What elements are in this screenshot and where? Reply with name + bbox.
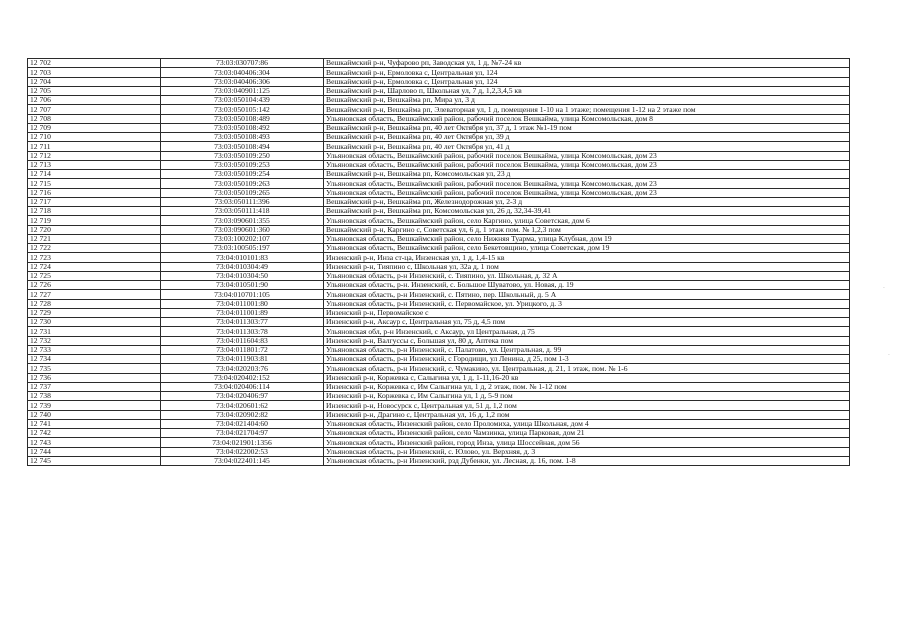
cadastral-number-cell: 73:04:020902:82 bbox=[161, 410, 324, 419]
address-cell: Инзенский р-н, Коржевка с, Салыгина ул, 1 д, 1-11,16-20 кв bbox=[324, 373, 850, 382]
table-row bbox=[28, 197, 850, 206]
row-number-cell: 12 721 bbox=[28, 234, 161, 243]
table-row bbox=[28, 355, 850, 364]
table-row bbox=[28, 456, 850, 465]
address-cell: Вешкаймский р-н, Ермоловка с, Центральная ул, 124 bbox=[324, 77, 850, 86]
address-cell: Вешкаймский р-н, Чуфарово рп, Заводская ул, 1 д, №7-24 кв bbox=[324, 59, 850, 68]
row-number-cell: 12 702 bbox=[28, 59, 161, 68]
cadastral-number-cell: 73:03:050109:263 bbox=[161, 179, 324, 188]
address-cell: Ульяновская область, Вешкаймский район, рабочий поселок Вешкайма, улица Комсомольская, дом 23 bbox=[324, 160, 850, 169]
row-number-cell: 12 737 bbox=[28, 382, 161, 391]
cadastral-number-cell: 73:04:021404:60 bbox=[161, 419, 324, 428]
table-row bbox=[28, 336, 850, 345]
address-cell: Ульяновская область, Инзенский район, город Инза, улица Шоссейная, дом 56 bbox=[324, 438, 850, 447]
table-row bbox=[28, 253, 850, 262]
scan-mark: · bbox=[883, 285, 885, 292]
address-cell: Ульяновская область, Вешкаймский район, рабочий поселок Вешкайма, улица Комсомольская, дом 23 bbox=[324, 179, 850, 188]
address-cell: Ульяновская область, Инзенский район, село Проломиха, улица Школьная, дом 4 bbox=[324, 419, 850, 428]
address-cell: Ульяновская область, р-н Инзенский, с. Чумакино, ул. Центральная, д. 21, 1 этаж, пом. № 1-6 bbox=[324, 364, 850, 373]
table-row bbox=[28, 96, 850, 105]
row-number-cell: 12 717 bbox=[28, 197, 161, 206]
row-number-cell: 12 704 bbox=[28, 77, 161, 86]
table-row bbox=[28, 244, 850, 253]
address-cell: Вешкаймский р-н, Вешкайма рп, Мира ул, 3 д bbox=[324, 96, 850, 105]
table-row bbox=[28, 225, 850, 234]
cadastral-number-cell: 73:03:050105:142 bbox=[161, 105, 324, 114]
row-number-cell: 12 710 bbox=[28, 133, 161, 142]
table-row bbox=[28, 327, 850, 336]
cadastral-number-cell: 73:03:100202:107 bbox=[161, 234, 324, 243]
row-number-cell: 12 727 bbox=[28, 290, 161, 299]
cadastral-number-cell: 73:04:021704:97 bbox=[161, 429, 324, 438]
address-cell: Ульяновская область, Вешкаймский район, село Нижняя Туарма, улица Клубная, дом 19 bbox=[324, 234, 850, 243]
table-row bbox=[28, 438, 850, 447]
table-row bbox=[28, 308, 850, 317]
row-number-cell: 12 739 bbox=[28, 401, 161, 410]
address-cell: Ульяновская область, Вешкаймский район, рабочий поселок Вешкайма, улица Комсомольская, дом 23 bbox=[324, 188, 850, 197]
table-row bbox=[28, 68, 850, 77]
address-cell: Вешкаймский р-н, Ермоловка с, Центральная ул, 124 bbox=[324, 68, 850, 77]
address-cell: Вешкаймский р-н, Вешкайма рп, 40 лет Октября ул, 39 д bbox=[324, 133, 850, 142]
row-number-cell: 12 711 bbox=[28, 142, 161, 151]
table-row bbox=[28, 188, 850, 197]
cadastral-number-cell: 73:04:011604:83 bbox=[161, 336, 324, 345]
address-cell: Инзенский р-н, Тияпино с, Школьная ул, 32а д, 1 пом bbox=[324, 262, 850, 271]
row-number-cell: 12 732 bbox=[28, 336, 161, 345]
row-number-cell: 12 705 bbox=[28, 86, 161, 95]
cadastral-number-cell: 73:04:011303:77 bbox=[161, 318, 324, 327]
row-number-cell: 12 714 bbox=[28, 170, 161, 179]
table-row bbox=[28, 151, 850, 160]
table-row bbox=[28, 290, 850, 299]
row-number-cell: 12 712 bbox=[28, 151, 161, 160]
cadastral-number-cell: 73:04:011001:80 bbox=[161, 299, 324, 308]
address-cell: Инзенский р-н, Аксаур с, Центральная ул, 75 д, 4,5 пом bbox=[324, 318, 850, 327]
registry-table bbox=[27, 58, 850, 466]
table-row bbox=[28, 207, 850, 216]
row-number-cell: 12 703 bbox=[28, 68, 161, 77]
cadastral-number-cell: 73:03:050108:494 bbox=[161, 142, 324, 151]
row-number-cell: 12 718 bbox=[28, 207, 161, 216]
cadastral-number-cell: 73:04:010101:83 bbox=[161, 253, 324, 262]
row-number-cell: 12 720 bbox=[28, 225, 161, 234]
row-number-cell: 12 734 bbox=[28, 355, 161, 364]
cadastral-number-cell: 73:04:022401:145 bbox=[161, 456, 324, 465]
address-cell: Ульяновская область, р-н Инзенский, с Городищи, ул Ленина, д 25, пом 1-3 bbox=[324, 355, 850, 364]
address-cell: Вешкаймский р-н, Вешкайма рп, Железнодорожная ул, 2-3 д bbox=[324, 197, 850, 206]
cadastral-number-cell: 73:03:050111:418 bbox=[161, 207, 324, 216]
address-cell: Инзенский р-н, Коржевка с, Им Салыгина ул, 1 д, 5-9 пом bbox=[324, 392, 850, 401]
cadastral-number-cell: 73:04:010501:90 bbox=[161, 281, 324, 290]
row-number-cell: 12 726 bbox=[28, 281, 161, 290]
table-row bbox=[28, 318, 850, 327]
table-row bbox=[28, 364, 850, 373]
row-number-cell: 12 706 bbox=[28, 96, 161, 105]
row-number-cell: 12 742 bbox=[28, 429, 161, 438]
table-row bbox=[28, 234, 850, 243]
address-cell: Ульяновская область, р-н Инзенский, с. Юлово, ул. Верхняя, д. 3 bbox=[324, 447, 850, 456]
table-row bbox=[28, 429, 850, 438]
cadastral-number-cell: 73:03:050111:396 bbox=[161, 197, 324, 206]
address-cell: Вешкаймский р-н, Вешкайма рп, Комсомольская ул, 23 д bbox=[324, 170, 850, 179]
registry-table-body bbox=[28, 59, 850, 466]
table-row bbox=[28, 133, 850, 142]
table-row bbox=[28, 419, 850, 428]
cadastral-number-cell: 73:04:011801:72 bbox=[161, 345, 324, 354]
row-number-cell: 12 743 bbox=[28, 438, 161, 447]
cadastral-number-cell: 73:04:021901:1356 bbox=[161, 438, 324, 447]
row-number-cell: 12 736 bbox=[28, 373, 161, 382]
cadastral-number-cell: 73:03:040406:306 bbox=[161, 77, 324, 86]
address-cell: Инзенский р-н, Валгуссы с, Большая ул, 80 д, Аптека пом bbox=[324, 336, 850, 345]
table-row bbox=[28, 373, 850, 382]
address-cell: Ульяновская область, р-н Инзенский, рзд Дубенки, ул. Лесная, д. 16, пом. 1-8 bbox=[324, 456, 850, 465]
table-row bbox=[28, 392, 850, 401]
address-cell: Вешкаймский р-н, Вешкайма рп, 40 лет Октября ул, 37 д, 1 этаж №1-19 пом bbox=[324, 123, 850, 132]
address-cell: Инзенский р-н, Драгино с, Центральная ул, 16 д, 1,2 пом bbox=[324, 410, 850, 419]
address-cell: Вешкаймский р-н, Вешкайма рп, Комсомольская ул, 26 д, 32,34-39,41 bbox=[324, 207, 850, 216]
cadastral-number-cell: 73:03:040406:304 bbox=[161, 68, 324, 77]
cadastral-number-cell: 73:04:020406:97 bbox=[161, 392, 324, 401]
row-number-cell: 12 716 bbox=[28, 188, 161, 197]
table-row bbox=[28, 160, 850, 169]
row-number-cell: 12 728 bbox=[28, 299, 161, 308]
cadastral-number-cell: 73:03:050109:265 bbox=[161, 188, 324, 197]
row-number-cell: 12 731 bbox=[28, 327, 161, 336]
address-cell: Вешкаймский р-н, Вешкайма рп, 40 лет Октября ул, 41 д bbox=[324, 142, 850, 151]
table-row bbox=[28, 281, 850, 290]
cadastral-number-cell: 73:03:040901:125 bbox=[161, 86, 324, 95]
table-row bbox=[28, 447, 850, 456]
cadastral-number-cell: 73:03:050109:250 bbox=[161, 151, 324, 160]
table-row bbox=[28, 345, 850, 354]
address-cell: Инзенский р-н, Первомайское с bbox=[324, 308, 850, 317]
row-number-cell: 12 741 bbox=[28, 419, 161, 428]
address-cell: Ульяновская область, Вешкаймский район, село Каргино, улица Советская, дом 6 bbox=[324, 216, 850, 225]
address-cell: Ульяновская область, Вешкаймский район, рабочий поселок Вешкайма, улица Комсомольская, дом 23 bbox=[324, 151, 850, 160]
address-cell: Инзенский р-н, Новосурск с, Центральная ул, 51 д, 1,2 пом bbox=[324, 401, 850, 410]
cadastral-number-cell: 73:04:011001:89 bbox=[161, 308, 324, 317]
table-row bbox=[28, 179, 850, 188]
cadastral-number-cell: 73:03:100505:197 bbox=[161, 244, 324, 253]
cadastral-number-cell: 73:03:050104:439 bbox=[161, 96, 324, 105]
cadastral-number-cell: 73:04:011303:78 bbox=[161, 327, 324, 336]
address-cell: Вешкаймский р-н, Каргино с, Советская ул, 6 д, 1 этаж пом. № 1,2,3 пом bbox=[324, 225, 850, 234]
cadastral-number-cell: 73:03:050109:254 bbox=[161, 170, 324, 179]
row-number-cell: 12 733 bbox=[28, 345, 161, 354]
address-cell: Ульяновская область, р-н Инзенский, с. Первомайское, ул. Урицкого, д. 3 bbox=[324, 299, 850, 308]
cadastral-number-cell: 73:03:050109:253 bbox=[161, 160, 324, 169]
table-row bbox=[28, 77, 850, 86]
table-row bbox=[28, 410, 850, 419]
address-cell: Ульяновская область, р-н. Инзенский, с. Большое Шуватово, ул. Новая, д. 19 bbox=[324, 281, 850, 290]
row-number-cell: 12 738 bbox=[28, 392, 161, 401]
row-number-cell: 12 719 bbox=[28, 216, 161, 225]
table-row bbox=[28, 216, 850, 225]
cadastral-number-cell: 73:04:020203:76 bbox=[161, 364, 324, 373]
row-number-cell: 12 730 bbox=[28, 318, 161, 327]
cadastral-number-cell: 73:03:050108:493 bbox=[161, 133, 324, 142]
cadastral-number-cell: 73:04:010304:49 bbox=[161, 262, 324, 271]
table-row bbox=[28, 142, 850, 151]
row-number-cell: 12 729 bbox=[28, 308, 161, 317]
table-row bbox=[28, 382, 850, 391]
cadastral-number-cell: 73:03:050108:492 bbox=[161, 123, 324, 132]
cadastral-number-cell: 73:03:090601:355 bbox=[161, 216, 324, 225]
cadastral-number-cell: 73:04:020601:62 bbox=[161, 401, 324, 410]
cadastral-number-cell: 73:03:090601:360 bbox=[161, 225, 324, 234]
row-number-cell: 12 745 bbox=[28, 456, 161, 465]
address-cell: Вешкаймский р-н, Вешкайма рп, Элеваторная ул, 1 д, помещения 1-10 на 1 этаже; помещения 1-12 на 2 этаже пом bbox=[324, 105, 850, 114]
scan-mark: · bbox=[888, 352, 890, 359]
row-number-cell: 12 735 bbox=[28, 364, 161, 373]
address-cell: Инзенский р-н, Инза ст-ца, Инзенская ул, 1 д, 1,4-15 кв bbox=[324, 253, 850, 262]
cadastral-number-cell: 73:04:010304:50 bbox=[161, 271, 324, 280]
row-number-cell: 12 723 bbox=[28, 253, 161, 262]
row-number-cell: 12 740 bbox=[28, 410, 161, 419]
table-row bbox=[28, 401, 850, 410]
table-row bbox=[28, 59, 850, 68]
row-number-cell: 12 708 bbox=[28, 114, 161, 123]
table-row bbox=[28, 170, 850, 179]
cadastral-number-cell: 73:03:050108:489 bbox=[161, 114, 324, 123]
address-cell: Ульяновская область, Вешкаймский район, село Бекетовщино, улица Советская, дом 19 bbox=[324, 244, 850, 253]
table-row bbox=[28, 299, 850, 308]
address-cell: Ульяновская область, р-н Инзенский, с. Палатово, ул. Центральная, д. 99 bbox=[324, 345, 850, 354]
row-number-cell: 12 724 bbox=[28, 262, 161, 271]
table-row bbox=[28, 262, 850, 271]
table-row bbox=[28, 105, 850, 114]
row-number-cell: 12 707 bbox=[28, 105, 161, 114]
address-cell: Инзенский р-н, Коржевка с, Им Салыгина ул, 1 д, 2 этаж, пом. № 1-12 пом bbox=[324, 382, 850, 391]
row-number-cell: 12 713 bbox=[28, 160, 161, 169]
address-cell: Ульяновская обл, р-н Инзенский, с Аксаур, ул Центральная, д 75 bbox=[324, 327, 850, 336]
address-cell: Ульяновская область, Инзенский район, село Чамзинка, улица Парковая, дом 21 bbox=[324, 429, 850, 438]
address-cell: Ульяновская область, р-н Инзенский, с. Тияпино, ул. Школьная, д. 32 А bbox=[324, 271, 850, 280]
cadastral-number-cell: 73:04:011903:81 bbox=[161, 355, 324, 364]
address-cell: Ульяновская область, р-н Инзенский, с. Пятино, пер. Школьный, д. 5 А bbox=[324, 290, 850, 299]
cadastral-number-cell: 73:04:020402:152 bbox=[161, 373, 324, 382]
row-number-cell: 12 725 bbox=[28, 271, 161, 280]
cadastral-number-cell: 73:04:022002:53 bbox=[161, 447, 324, 456]
table-row bbox=[28, 114, 850, 123]
table-row bbox=[28, 123, 850, 132]
cadastral-number-cell: 73:04:010701:105 bbox=[161, 290, 324, 299]
table-row bbox=[28, 86, 850, 95]
address-cell: Вешкаймский р-н, Шарлово п, Школьная ул, 7 д, 1,2,3,4,5 кв bbox=[324, 86, 850, 95]
cadastral-number-cell: 73:04:020406:114 bbox=[161, 382, 324, 391]
table-row bbox=[28, 271, 850, 280]
row-number-cell: 12 709 bbox=[28, 123, 161, 132]
row-number-cell: 12 744 bbox=[28, 447, 161, 456]
row-number-cell: 12 715 bbox=[28, 179, 161, 188]
cadastral-number-cell: 73:03:030707:86 bbox=[161, 59, 324, 68]
address-cell: Ульяновская область, Вешкаймский район, рабочий поселок Вешкайма, улица Комсомольская, дом 8 bbox=[324, 114, 850, 123]
row-number-cell: 12 722 bbox=[28, 244, 161, 253]
